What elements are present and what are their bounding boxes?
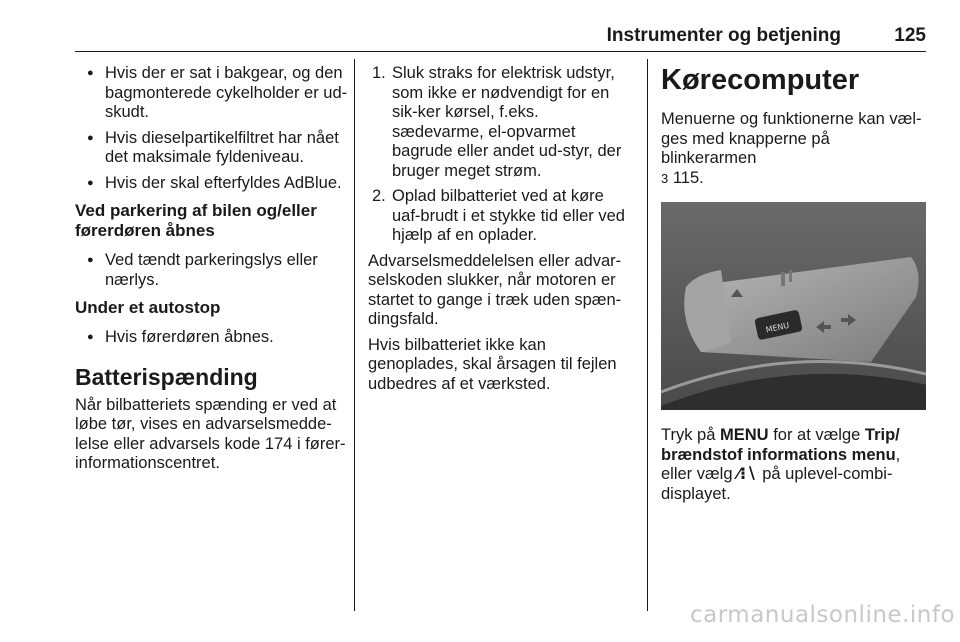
intro-text: Menuerne og funktionerne kan væl-ges med knapperne på blinkerarmen [661,110,922,167]
heading-battery: Batterispænding [75,363,258,390]
turn-signal-lever-figure [661,202,926,410]
page-reference-icon: 3 [661,170,669,186]
page-header [75,26,926,50]
caption-text: Tryk på [661,426,716,444]
caption-paragraph [661,426,926,504]
page-reference: 115. [672,168,704,187]
list-item: ● Hvis der skal efterfyldes AdBlue. [75,174,351,194]
paragraph-workshop: Hvis bilbatteriet ikke kan genoplades, skal årsagen til fejlen udbedres af et værksted. [368,335,617,393]
step-text: Sluk straks for elektrisk udstyr, som ikke er nødvendigt for en sik-ker kørsel, f.eks. sædevarme, el-opvarmet bagrude eller andet ud-styr, der bruger meget strøm. [392,64,622,180]
warning-conditions-list [75,64,351,193]
heading-autostop: Under et autostop [75,298,221,317]
column-middle [368,64,634,400]
column-left [75,64,351,480]
column-divider-1 [354,59,355,611]
display-symbol-icon: ⁄⁝∖ [737,465,758,483]
lever-illustration [661,202,926,410]
list-item: ● Ved tændt parkeringslys eller nærlys. [75,251,351,290]
trip-menu-label: Trip/ brændstof informations menu [661,426,900,464]
steps-list [368,64,634,246]
column-right [661,64,926,510]
list-item: ● Hvis førerdøren åbnes. [75,328,351,348]
caption-text: for at vælge [773,426,861,444]
step-text: Oplad bilbatteriet ved at køre uaf-brudt i et stykke tid eller ved hjælp af en oplader. [392,187,625,244]
heading-trip-computer: Kørecomputer [661,64,860,96]
intro-paragraph [661,110,926,188]
menu-label: MENU [720,426,769,444]
battery-paragraph: Når bilbatteriets spænding er ved at løbe tør, vises en advarselsmedde-lelse eller advarsels kode 174 i fører-informationscentret. [75,395,346,472]
autostop-list [75,328,351,348]
paragraph-warning-off: Advarselsmeddelelsen eller advar-selskoden slukker, når motoren er startet to gange i træk uden spæn-dingsfald. [368,251,622,328]
step-number: 2. [372,187,386,205]
list-item [368,64,634,181]
caption-text: på uplevel-combi-displayet. [661,465,893,503]
column-divider-2 [647,59,648,611]
list-item: ● Hvis dieselpartikelfiltret har nået det maksimale fyldeniveau. [75,129,351,168]
section-title: Instrumenter og betjening [606,25,841,46]
header-rule [75,51,926,52]
parking-list [75,251,351,290]
page-number: 125 [894,25,926,46]
watermark: carmanualsonline.info [690,602,956,628]
step-number: 1. [372,64,386,82]
caption-text: , eller vælg [661,445,901,483]
heading-parking: Ved parkering af bilen og/eller førerdøren åbnes [75,201,317,240]
menu-button-label: MENU [764,320,791,335]
list-item [368,187,634,246]
list-item: ● Hvis der er sat i bakgear, og den bagmonterede cykelholder er ud-skudt. [75,64,351,123]
